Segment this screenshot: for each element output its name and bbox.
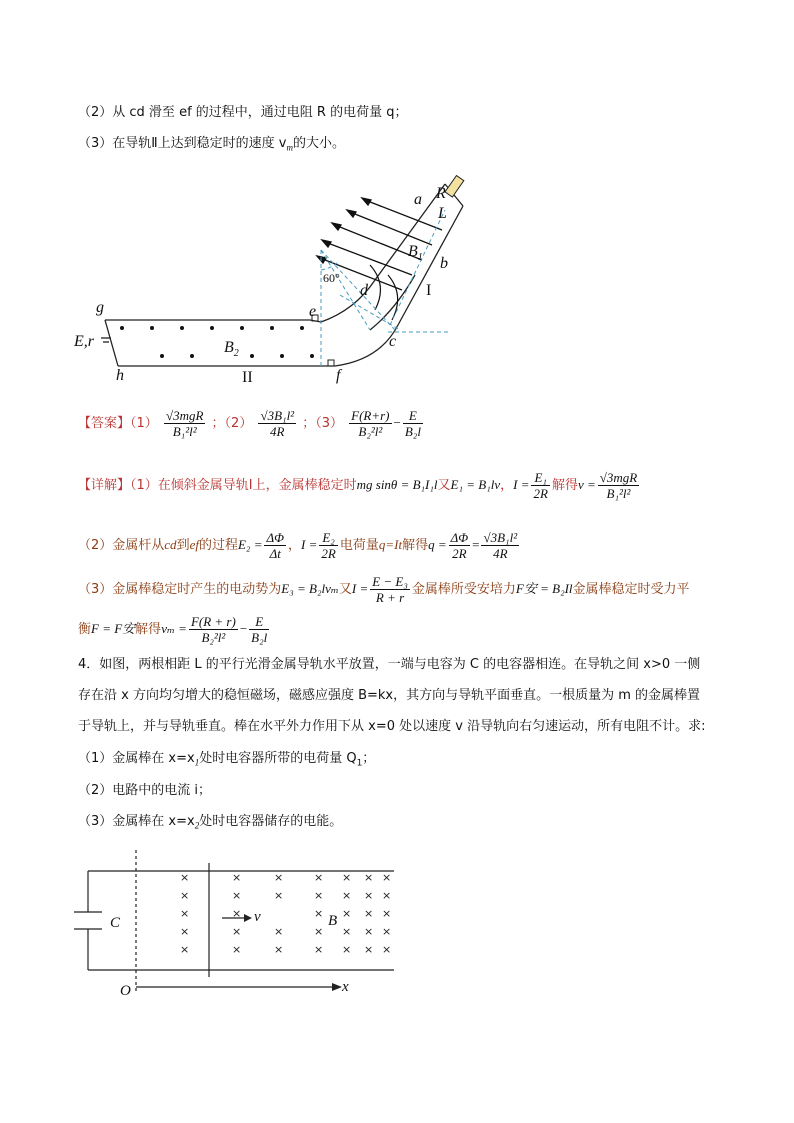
field-cross: × <box>314 907 324 920</box>
field-cross: × <box>364 871 374 884</box>
field-cross: × <box>314 943 324 956</box>
figure-rails-incline <box>70 170 480 385</box>
q4-line-2: 存在沿 x 方向均匀增大的稳恒磁场，磁感应强度 B=kx，其方向与导轨平面垂直。一根质量为 m 的金属棒置 <box>78 688 701 703</box>
field-dots-B2 <box>120 326 314 358</box>
field-cross: × <box>274 925 284 938</box>
q3-part2: （2）从 cd 滑至 ef 的过程中，通过电阻 R 的电荷量 q； <box>78 105 408 120</box>
field-cross: × <box>342 943 352 956</box>
field-cross: × <box>274 871 284 884</box>
detail-line-4: 衡F = F安解得vₘ = $\frac{F(R + r)}{\text{B₂²l²}}$ − $\frac{E}{\text{B₂l}}$ <box>78 614 268 645</box>
field-cross: × <box>382 943 392 956</box>
detail-line-3: （3）金属棒稳定时产生的电动势为E₃ = B₂lvₘ又I = $\frac{\text{E − E₃}}{R + r}$ 金属棒所受安培力F安 = B₂Il金属棒稳定时受力平 <box>78 574 690 605</box>
label-B2: $B_2$ <box>224 339 239 359</box>
field-cross: × <box>232 889 242 902</box>
q4-line-1: 4．如图，两根相距 L 的平行光滑金属导轨水平放置，一端与电容为 C 的电容器相连。在导轨之间 x>0 一侧 <box>78 657 701 672</box>
resistor-R <box>445 176 464 198</box>
detail-line-1: 【详解】（1）在倾斜金属导轨Ⅰ上，金属棒稳定时mg sinθ = B₁I₁l又E₁ = B₁lv，I = $\frac{\text{E₁}}{2R}$ 解得v = $\frac{\text{√3mgR}}{\text{B₁²l²}}$ <box>78 470 638 501</box>
field-cross: × <box>342 889 352 902</box>
q3-part3: （3）在导轨Ⅱ上达到稳定时的速度 $v_m$的大小。 <box>78 136 346 153</box>
field-crosses <box>180 871 391 956</box>
field-cross: × <box>364 907 374 920</box>
label-v: v <box>254 909 261 925</box>
label-f: f <box>336 367 341 384</box>
figure-capacitor-rails <box>64 845 404 1000</box>
label-L: L <box>438 205 447 222</box>
label-C: C <box>110 915 121 931</box>
field-cross: × <box>314 889 324 902</box>
field-cross: × <box>382 871 392 884</box>
label-Er: E,r <box>74 333 94 350</box>
label-b: b <box>440 255 448 272</box>
field-cross: × <box>364 925 374 938</box>
label-B: B <box>328 913 338 929</box>
field-cross: × <box>364 943 374 956</box>
field-cross: × <box>180 871 190 884</box>
label-g: g <box>96 299 104 316</box>
field-cross: × <box>342 925 352 938</box>
label-h: h <box>116 367 124 384</box>
field-cross: × <box>342 907 352 920</box>
field-cross: × <box>180 925 190 938</box>
answer-line: 【答案】（1） $\frac{\text{√3mgR}}{\text{B₁²l²}}$ ；（2） $\frac{\text{√3B₁l²}}{4R}$ ；（3） $\frac{F(R+r)}{\text{B₂²l²}}$ − $\frac{E}{\text{B₂l}}$ <box>78 408 421 439</box>
field-cross: × <box>180 907 190 920</box>
field-cross: × <box>232 943 242 956</box>
label-rail-I: I <box>426 282 432 299</box>
field-cross: × <box>180 943 190 956</box>
field-cross: × <box>364 889 374 902</box>
label-e: e <box>309 303 317 320</box>
label-B1: $B_1$ <box>408 243 423 263</box>
q4-line-3: 于导轨上，并与导轨垂直。棒在水平外力作用下从 x=0 处以速度 v 沿导轨向右匀速运动，所有电阻不计。求: <box>78 719 706 734</box>
field-cross: × <box>274 889 284 902</box>
field-cross: × <box>232 925 242 938</box>
label-angle: 60° <box>323 271 340 285</box>
field-cross: × <box>274 943 284 956</box>
q4-part1: （1）金属棒在 $x=x_1$处时电容器所带的电荷量 $Q_1$； <box>78 751 376 769</box>
answer-tag: 【答案】 <box>78 416 131 431</box>
field-cross: × <box>342 871 352 884</box>
detail-line-2: （2）金属杆从cd到ef的过程E₂ = $\frac{\Delta\Phi}{\Delta t}$ ，I = $\frac{\text{E₂}}{2R}$ 电荷量q=It解得q = $\frac{\Delta\Phi}{2R}$ = $\frac{\text{√3B₁l²}}{4R}$ <box>78 530 518 561</box>
label-x-axis: x <box>342 979 349 995</box>
label-a: a <box>414 191 422 208</box>
field-cross: × <box>232 907 242 920</box>
detail-tag: 【详解】 <box>78 478 131 493</box>
label-c: c <box>389 333 397 350</box>
label-R: R <box>436 185 446 202</box>
q4-part3: （3）金属棒在 $x=x_2$处时电容器储存的电能。 <box>78 814 343 831</box>
field-cross: × <box>382 925 392 938</box>
q4-part2: （2）电路中的电流 i； <box>78 783 212 798</box>
field-cross: × <box>180 889 190 902</box>
field-cross: × <box>382 907 392 920</box>
field-cross: × <box>382 889 392 902</box>
field-cross: × <box>232 871 242 884</box>
label-O: O <box>120 983 131 999</box>
label-d: d <box>360 282 368 299</box>
label-rail-II: II <box>242 369 253 385</box>
field-cross: × <box>314 925 324 938</box>
field-cross: × <box>314 871 324 884</box>
